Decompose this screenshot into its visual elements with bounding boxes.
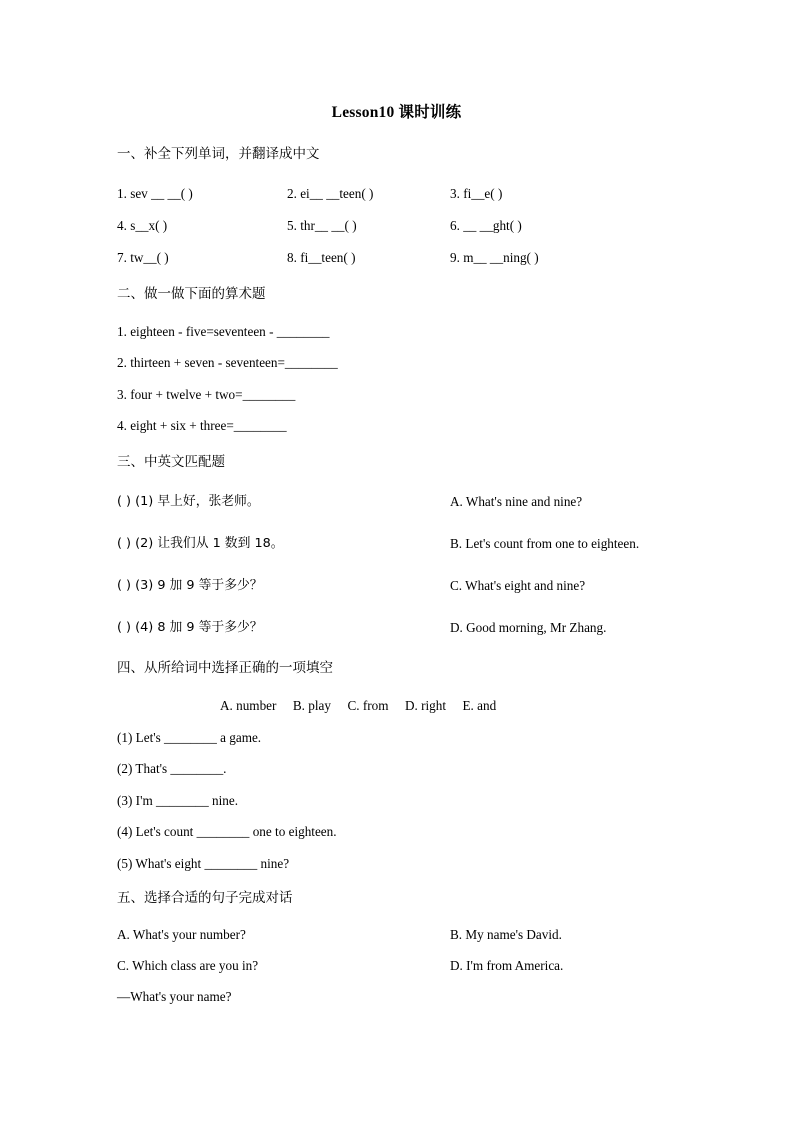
arithmetic-item-3: 3. four + twelve + two=________ bbox=[117, 387, 296, 402]
word-item-6: 6. __ __ght( ) bbox=[450, 218, 522, 233]
matching-left-4: ( ) (4) 8 加 9 等于多少？ bbox=[117, 620, 263, 635]
fill-blank-item-2: (2) That's ________. bbox=[117, 761, 227, 776]
dialogue-choice-c: C. Which class are you in? bbox=[117, 958, 259, 973]
word-item-8: 8. fi__teen( ) bbox=[287, 250, 356, 265]
fill-blank-item-3: (3) I'm ________ nine. bbox=[117, 793, 239, 808]
section-heading-5: 五、选择合适的句子完成对话 bbox=[117, 890, 293, 906]
word-item-7: 7. tw__( ) bbox=[117, 250, 169, 265]
arithmetic-item-2: 2. thirteen + seven - seventeen=________ bbox=[117, 355, 338, 370]
word-bank: A. number B. play C. from D. right E. and bbox=[220, 698, 497, 713]
section-heading-4: 四、从所给词中选择正确的一项填空 bbox=[117, 660, 333, 676]
fill-blank-item-1: (1) Let's ________ a game. bbox=[117, 730, 262, 745]
matching-right-d: D. Good morning, Mr Zhang. bbox=[450, 620, 607, 635]
dialogue-choice-b: B. My name's David. bbox=[450, 927, 562, 942]
dialogue-line-1: —What's your name? bbox=[117, 989, 232, 1004]
page-title: Lesson10 课时训练 bbox=[331, 104, 462, 121]
matching-right-b: B. Let's count from one to eighteen. bbox=[450, 536, 640, 551]
section-heading-3: 三、中英文匹配题 bbox=[117, 454, 225, 470]
arithmetic-item-1: 1. eighteen - five=seventeen - ________ bbox=[117, 324, 330, 339]
matching-right-c: C. What's eight and nine? bbox=[450, 578, 586, 593]
word-item-1: 1. sev __ __( ) bbox=[117, 186, 193, 201]
dialogue-choice-a: A. What's your number? bbox=[117, 927, 246, 942]
section-heading-2: 二、做一做下面的算术题 bbox=[117, 286, 266, 302]
word-item-3: 3. fi__e( ) bbox=[450, 186, 503, 201]
dialogue-choice-d: D. I'm from America. bbox=[450, 958, 564, 973]
matching-left-2: ( ) (2) 让我们从 1 数到 18。 bbox=[117, 536, 284, 551]
word-item-5: 5. thr__ __( ) bbox=[287, 218, 357, 233]
matching-right-a: A. What's nine and nine? bbox=[450, 494, 583, 509]
matching-left-3: ( ) (3) 9 加 9 等于多少？ bbox=[117, 578, 263, 593]
fill-blank-item-4: (4) Let's count ________ one to eighteen. bbox=[117, 824, 337, 839]
section-heading-1: 一、补全下列单词，并翻译成中文 bbox=[117, 146, 320, 162]
word-item-9: 9. m__ __ning( ) bbox=[450, 250, 539, 265]
matching-left-1: ( ) (1) 早上好，张老师。 bbox=[117, 494, 260, 509]
word-item-4: 4. s__x( ) bbox=[117, 218, 168, 233]
fill-blank-item-5: (5) What's eight ________ nine? bbox=[117, 856, 290, 871]
word-item-2: 2. ei__ __teen( ) bbox=[287, 186, 374, 201]
arithmetic-item-4: 4. eight + six + three=________ bbox=[117, 418, 287, 433]
